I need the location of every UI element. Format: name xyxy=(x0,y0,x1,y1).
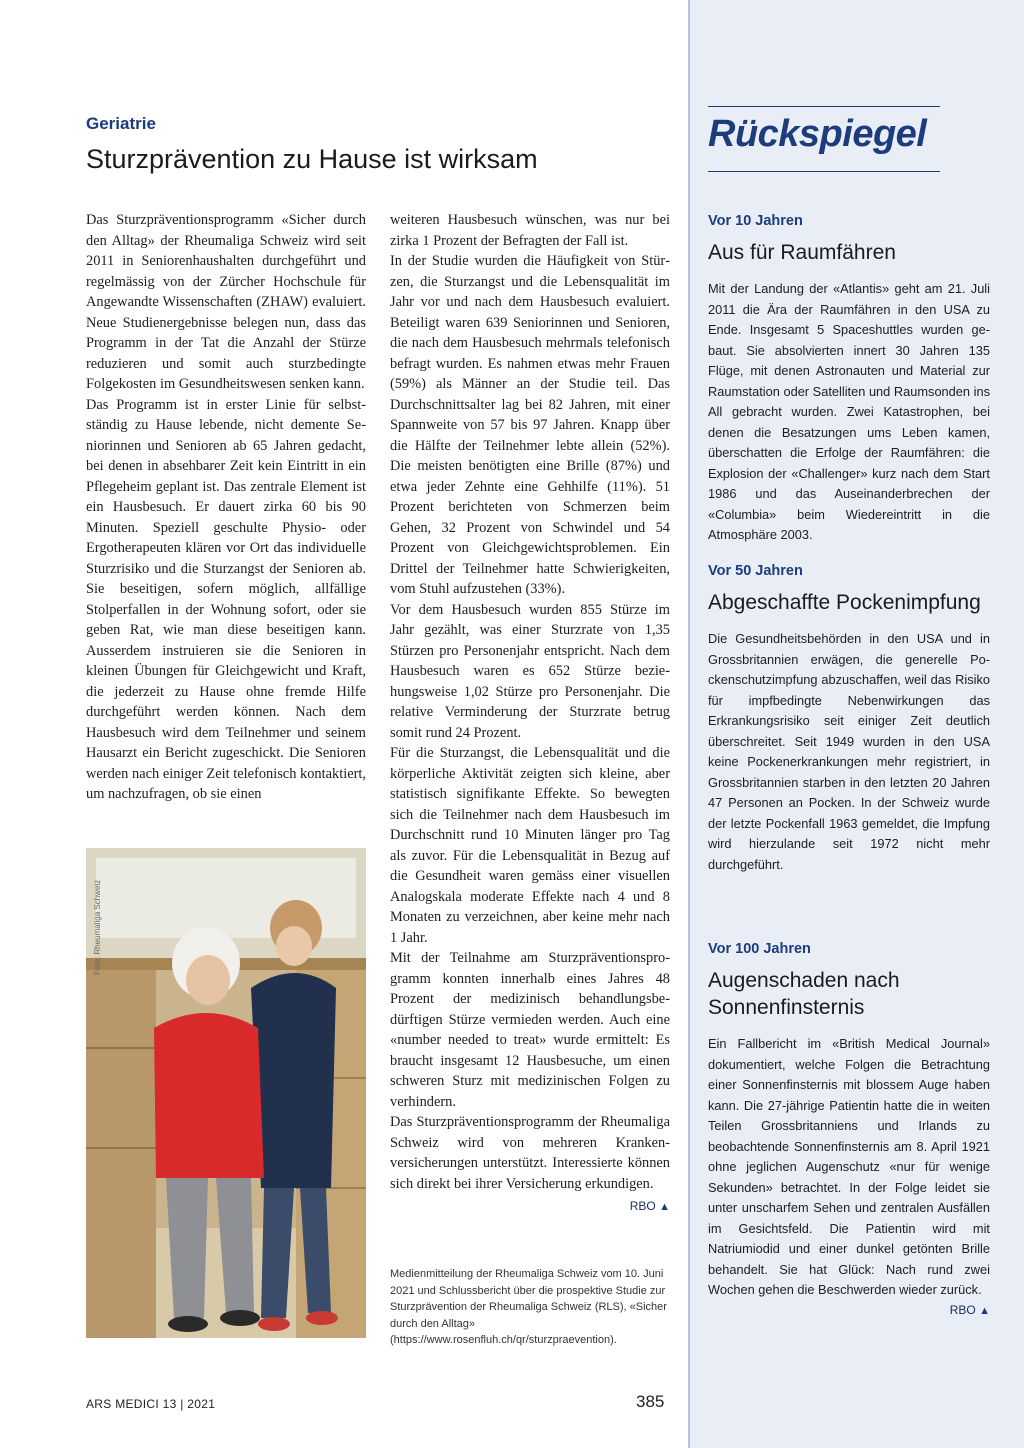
article-headline: Sturzprävention zu Hause ist wirksam xyxy=(86,144,538,174)
sidebar-item-headline: Aus für Raumfähren xyxy=(708,241,896,264)
article-paragraph: Das Sturzpräventionsprogramm «Sicher durch den Alltag» der Rheumaliga Schweiz wird seit 2011 in Seniorenhaushalten durchgeführt und regelmässig von der Zürcher Hochschule für Angewandte Wissenschaften (ZHAW) evaluiert. Neue Studienergebnisse belegen nun, dass das Programm in der Tat die Anzahl der Stürze reduzieren und somit auch sturzbedingte Folgekosten im Gesundheitswesen senken kann. xyxy=(86,212,366,392)
journal-footer: ARS MEDICI 13 | 2021 xyxy=(86,1397,216,1411)
article-photo xyxy=(86,848,366,1338)
article-paragraph: In der Studie wurden die Häufigkeit von Stürzen, die Sturzangst und die Lebensqualität im Jahr vor und nach dem Hausbesuch evaluiert. Beteiligt waren 639 Seniorinnen und Senioren, die nach dem Hausbesuch mehrmals telefonisch befragt wurden. Es nahmen etwas mehr Frauen (59%) als Männer an der Studie teil. Das Durchschnittsalter lag bei 82 Jahren, mit einer Spannweite von 57 bis 97 Jahren. Knapp über die Hälfte der Teilnehmer lebte allein (52%). Die meisten benötigten eine Brille (87%) und etwa jeder Zehnte eine Gehhilfe (11%). 51 Prozent berichteten von Schmerzen beim Gehen, 32 Prozent von Schwindel und 54 Prozent von Gleichgewichtsproblemen. Ein Drittel der Teilnehmer hatte Schwierigkeiten, vom Stuhl aufzustehen (33%). xyxy=(390,253,670,597)
photo-credit: Foto: Rheumaliga Schweiz xyxy=(93,879,102,975)
article-paragraph-last xyxy=(390,1112,670,1213)
article-kicker: Geriatrie xyxy=(86,114,156,133)
article-paragraph: Das Programm ist in erster Linie für selbstständig zu Hause lebende, nicht demente Seniorinnen und Senioren ab 65 Jahren gedacht, bei denen in absehbarer Zeit kein Eintritt in ein Pflegeheim geplant ist. Das zentrale Element ist ein Hausbesuch. Er dauert zirka 60 bis 90 Minuten. Speziell geschulte Physio- oder Ergotherapeuten klären vor Ort das individuelle Sturzrisiko und die Sturzangst der Senioren ab. Sie beseitigen, sofern möglich, allfällige Stolperfallen in der Wohnung sofort, oder sie geben Rat, wie man diese beseitigen kann. Ausserdem instruieren sie die Senioren in kleinen Übungen für Gleichgewicht und Kraft, die jederzeit zu Hause ohne fremde Hilfe durchgeführt werden können. Nach dem Hausbesuch wird dem Teilnehmer und seinem Hausarzt ein Bericht zugeschickt. Die Senioren werden nach einiger Zeit telefonisch kontaktiert, um nachzufragen, ob sie einen xyxy=(86,396,366,802)
sidebar-item-kicker: Vor 10 Jahren xyxy=(708,213,803,229)
sidebar-title: Rückspiegel xyxy=(708,113,927,155)
sidebar-item-kicker: Vor 50 Jahren xyxy=(708,563,803,579)
sidebar-item-headline: Abgeschaffte Pockenimpfung xyxy=(708,591,981,614)
sidebar-divider xyxy=(688,0,690,1448)
article-paragraph: Mit der Teilnahme am Sturzpräventionsprogramm konnten innerhalb eines Jahres 48 Prozent der medizinisch behandlungsbedürftigen Stürze vermieden werden. Auch eine «number needed to treat» wurde ermittelt: Es braucht insgesamt 12 Hausbesuche, um einen schweren Sturz mit medizinischen Folgen zu verhindern. xyxy=(390,950,670,1110)
triangle-icon: ▲ xyxy=(979,1304,990,1317)
triangle-icon: ▲ xyxy=(659,1201,670,1213)
sidebar-item xyxy=(708,213,990,546)
article-paragraph: weiteren Hausbesuch wünschen, was nur bei zirka 1 Prozent der Befragten der Fall ist. xyxy=(390,212,670,249)
article-paragraph: Für die Sturzangst, die Lebensqualität und die körperliche Aktivität zeigten sich kleine, aber statistisch signifikante Effekte. So bewegten sich die Teilnehmer nach dem Hausbesuch im Durchschnitt rund 10 Minuten länger pro Tag als zuvor. Für die Lebensqualität in Bezug auf die Gesundheit waren gemäss einer visuellen Analogskala moderate Effekte nach 4 und 8 Monaten zu verzeichnen, aber keine mehr nach 1 Jahr. xyxy=(390,745,670,946)
sidebar-title-rule xyxy=(708,171,940,172)
sidebar-item-kicker: Vor 100 Jahren xyxy=(708,941,811,957)
article-column-2 xyxy=(390,210,670,1218)
sidebar-item-text: Die Gesundheitsbehörden in den USA und in Grossbritannien erwägen, die generelle Pockenschutzimpfung abzuschaffen, weil das Risiko für impfbedingte Nebenwirkungen das Erkrankungsrisiko seit einiger Zeit deutlich überschreitet. Seit 1949 wurden in den USA keine Pockenerkrankungen mehr registriert, in Grossbritannien starben in den letzten 20 Jahren 47 Personen an Pocken. In der Schweiz wurde der letzte Pockenfall 1963 gemeldet, die Impfung wird hierzulande seit 1972 nicht mehr durchgeführt. xyxy=(708,631,990,872)
sidebar-item-text: Ein Fallbericht im «British Medical Journal» dokumentiert, welche Folgen die Betrachtung einer Sonnenfinsternis mit blossem Auge haben kann. Die 27-jährige Patientin hatte die in weiten Teilen Grossbritanniens und Irlands zu beobachtende Sonnenfinsternis am 8. April 1921 ohne jeglichen Augenschutz «nur für wenige Sekunden» betrachtet. In der Folge leidet sie unter unscharfem Sehen und zentralen Ausfällen im Gesichtsfeld. Die Patientin wird mit Natriumiodid und einer dunkel getönten Brille behandelt. Sie hat Glück: Nach rund zwei Wochen gehen die Beschwerden wieder zurück. xyxy=(708,1036,990,1297)
sidebar-item-text: Mit der Landung der «Atlantis» geht am 21. Juli 2011 die Ära der Raumfähren in den USA zu Ende. Insgesamt 5 Spaceshuttles wurden gebaut. Sie absolvierten innert 30 Jahren 135 Flüge, mit denen Astronauten und Material zur Raumstation oder Satelliten und Raumsonden ins All gebracht wurden. Zwei Katastrophen, bei denen die Besatzungen ums Leben kamen, überschatten die Erfolge der Raumfähren: die Explosion der «Challenger» kurz nach dem Start 1986 und das Auseinanderbrechen der «Columbia» beim Wiedereintritt in die Atmosphäre 2003. xyxy=(708,281,990,542)
author-signature: RBO ▲ xyxy=(629,1199,670,1213)
sidebar-item xyxy=(708,563,990,875)
sidebar-signature: RBO ▲ xyxy=(949,1302,990,1317)
article-paragraph: Das Sturzpräventionsprogramm der Rheumaliga Schweiz wird von mehreren Krankenversicherungen unterstützt. Interessierte können sich direkt bei ihrer Versicherung erkundigen. xyxy=(390,1114,670,1192)
sidebar-item-headline: Augenschaden nach Sonnenfinsternis xyxy=(708,969,900,1019)
article-paragraph: Vor dem Hausbesuch wurden 855 Stürze im Jahr gezählt, was einer Sturzrate von 1,35 Stürzen pro Personenjahr entspricht. Nach dem Hausbesuch waren es 652 Stürze beziehungsweise 1,02 Stürze pro Personenjahr. Die relative Verminderung der Sturzrate betrug somit rund 24 Prozent. xyxy=(390,601,670,741)
sidebar-top-rule xyxy=(708,106,940,107)
sidebar-item xyxy=(708,941,990,1317)
page-number: 385 xyxy=(636,1392,665,1411)
source-note: Medienmitteilung der Rheumaliga Schweiz vom 10. Juni 2021 und Schlussbericht über die prospektive Studie zur Sturzprävention der Rheumaliga Schweiz (RLS), «Sicher durch den Alltag» (https://www.rosenfluh.ch/qr/sturzpraevention). xyxy=(390,1268,667,1346)
article-column-1 xyxy=(86,210,366,805)
